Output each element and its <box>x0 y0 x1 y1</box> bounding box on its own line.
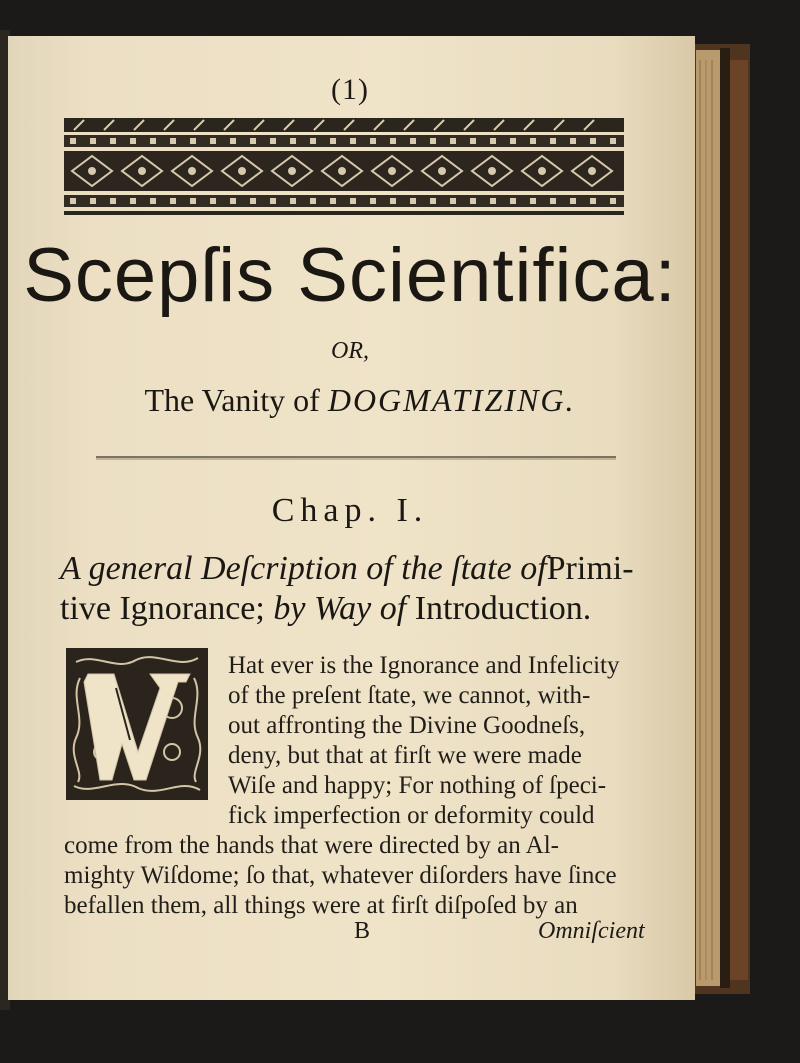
text-line-2: of the preſent ſtate, we cannot, with- <box>228 682 591 709</box>
chapter-description-line-2 <box>60 590 680 628</box>
description-of: of <box>520 550 547 587</box>
description-roman: Primi- <box>546 550 634 587</box>
ornamental-headpiece <box>64 118 624 218</box>
drop-cap-w <box>66 648 208 800</box>
text-line-9: befallen them, all things were at firſt diſpoſed by an <box>64 892 578 919</box>
text-line-7: come from the hands that were directed by an Al- <box>64 832 559 859</box>
signature-mark: B <box>354 918 371 944</box>
or-line: OR, <box>331 338 369 364</box>
catchword: Omniſcient <box>538 918 645 944</box>
subtitle <box>60 382 660 419</box>
description-italic-2: by Way of <box>273 590 407 627</box>
subtitle-prefix: The Vanity of <box>144 382 320 418</box>
description-roman-2: tive Ignorance; <box>60 590 265 627</box>
text-line-6: fick imperfection or deformity could <box>228 802 595 829</box>
description-italic: A general Deſcription of the ſtate <box>60 550 512 587</box>
subtitle-emphasis: DOGMATIZING. <box>327 382 576 418</box>
text-line-8: mighty Wiſdome; ſo that, whatever diſorders have ſince <box>64 862 617 889</box>
description-end: Introduction. <box>414 590 592 627</box>
drop-cap-ornament-icon <box>66 648 208 800</box>
text-line-5: Wiſe and happy; For nothing of ſpeci- <box>228 772 607 799</box>
page-number: (1) <box>331 73 369 106</box>
chapter-heading: Chap. I. <box>271 492 429 529</box>
text-line-4: deny, but that at firſt we were made <box>228 742 582 769</box>
book-title: Scepſis Scientifica: <box>23 233 677 318</box>
section-rule <box>96 455 616 461</box>
text-line-1: Hat ever is the Ignorance and Infelicity <box>228 652 620 679</box>
text-line-3: out affronting the Divine Goodneſs, <box>228 712 586 739</box>
chapter-description-line-1 <box>60 550 680 588</box>
